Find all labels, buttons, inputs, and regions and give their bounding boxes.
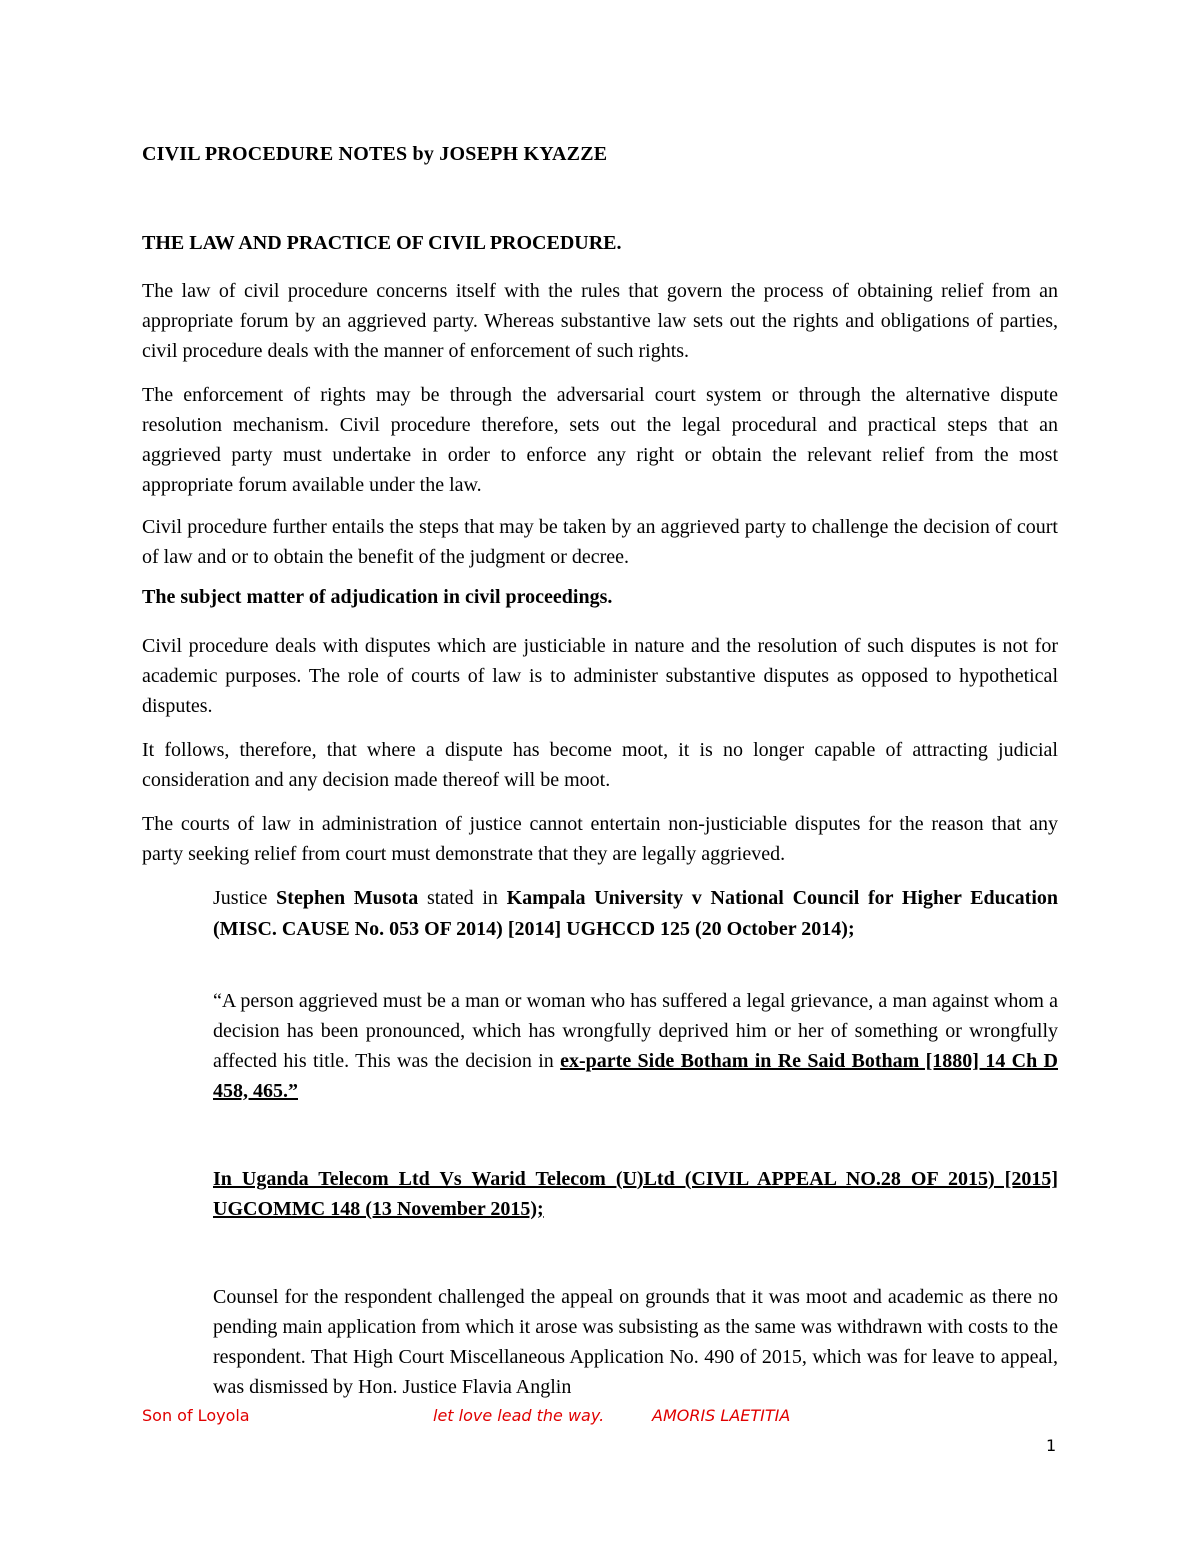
paragraph-2: The enforcement of rights may be through the adversarial court system or through the alternative dispute resolution mechanism. Civil procedure therefore, sets out the legal procedural and practical steps that an aggrieved party must undertake in order to enforce any right or obtain the relevant relief from the most appropriate forum available under the law. xyxy=(142,384,1058,496)
paragraph-3: Civil procedure further entails the steps that may be taken by an aggrieved party to challenge the decision of court of law and or to obtain the benefit of the judgment or decree. xyxy=(142,516,1058,568)
paragraph-1: The law of civil procedure concerns itself with the rules that govern the process of obtaining relief from an appropriate forum by an aggrieved party. Whereas substantive law sets out the rights and obligations of parties, civil procedure deals with the manner of enforcement of such rights. xyxy=(142,280,1058,362)
footer-middle-text: let love lead the way. xyxy=(433,1406,605,1425)
case-1-prefix: Justice xyxy=(213,887,277,909)
case-1-quote xyxy=(213,986,1058,1106)
page-number: 1 xyxy=(1046,1436,1057,1455)
document-title: CIVIL PROCEDURE NOTES by JOSEPH KYAZZE xyxy=(142,143,608,165)
case-1-middle: stated in xyxy=(418,887,507,909)
case-2-text: Counsel for the respondent challenged the appeal on grounds that it was moot and academic as there no pending main application from which it arose was subsisting as the same was withdrawn with costs to the respondent. That High Court Miscellaneous Application No. 490 of 2015, which was for leave to appeal, was dismissed by Hon. Justice Flavia Anglin xyxy=(213,1286,1058,1398)
case-1-citation: Kampala University v National Council for Higher Education (MISC. CAUSE No. 053 OF 2014) [2014] UGHCCD 125 (20 October 2014); xyxy=(213,887,1058,940)
footer-left-text: Son of Loyola xyxy=(142,1406,250,1425)
footer-right-text: AMORIS LAETITIA xyxy=(652,1406,791,1425)
case-1-quote-case: ex-parte Side Botham in Re Said Botham [1880] 14 Ch D 458, 465.” xyxy=(213,1050,1059,1102)
paragraph-5: It follows, therefore, that where a dispute has become moot, it is no longer capable of attracting judicial consideration and any decision made thereof will be moot. xyxy=(142,739,1058,791)
case-1-judge: Stephen Musota xyxy=(276,887,419,909)
paragraph-4: Civil procedure deals with disputes which are justiciable in nature and the resolution of such disputes is not for academic purposes. The role of courts of law is to administer substantive disputes as opposed to hypothetical disputes. xyxy=(142,635,1058,717)
case-1-quote-text: “A person aggrieved must be a man or woman who has suffered a legal grievance, a man against whom a decision has been pronounced, which has wrongfully deprived him or her of something or wrongfully affected his title. This was the decision in xyxy=(213,990,1058,1072)
sub-heading: The subject matter of adjudication in civil proceedings. xyxy=(142,586,613,608)
section-heading: THE LAW AND PRACTICE OF CIVIL PROCEDURE. xyxy=(142,232,622,254)
case-1-intro xyxy=(213,883,1058,945)
paragraph-6: The courts of law in administration of justice cannot entertain non-justiciable disputes for the reason that any party seeking relief from court must demonstrate that they are legally aggrieved. xyxy=(142,813,1058,865)
case-2-citation: In Uganda Telecom Ltd Vs Warid Telecom (U)Ltd (CIVIL APPEAL NO.28 OF 2015) [2015] UGCOMMC 148 (13 November 2015); xyxy=(213,1168,1058,1220)
